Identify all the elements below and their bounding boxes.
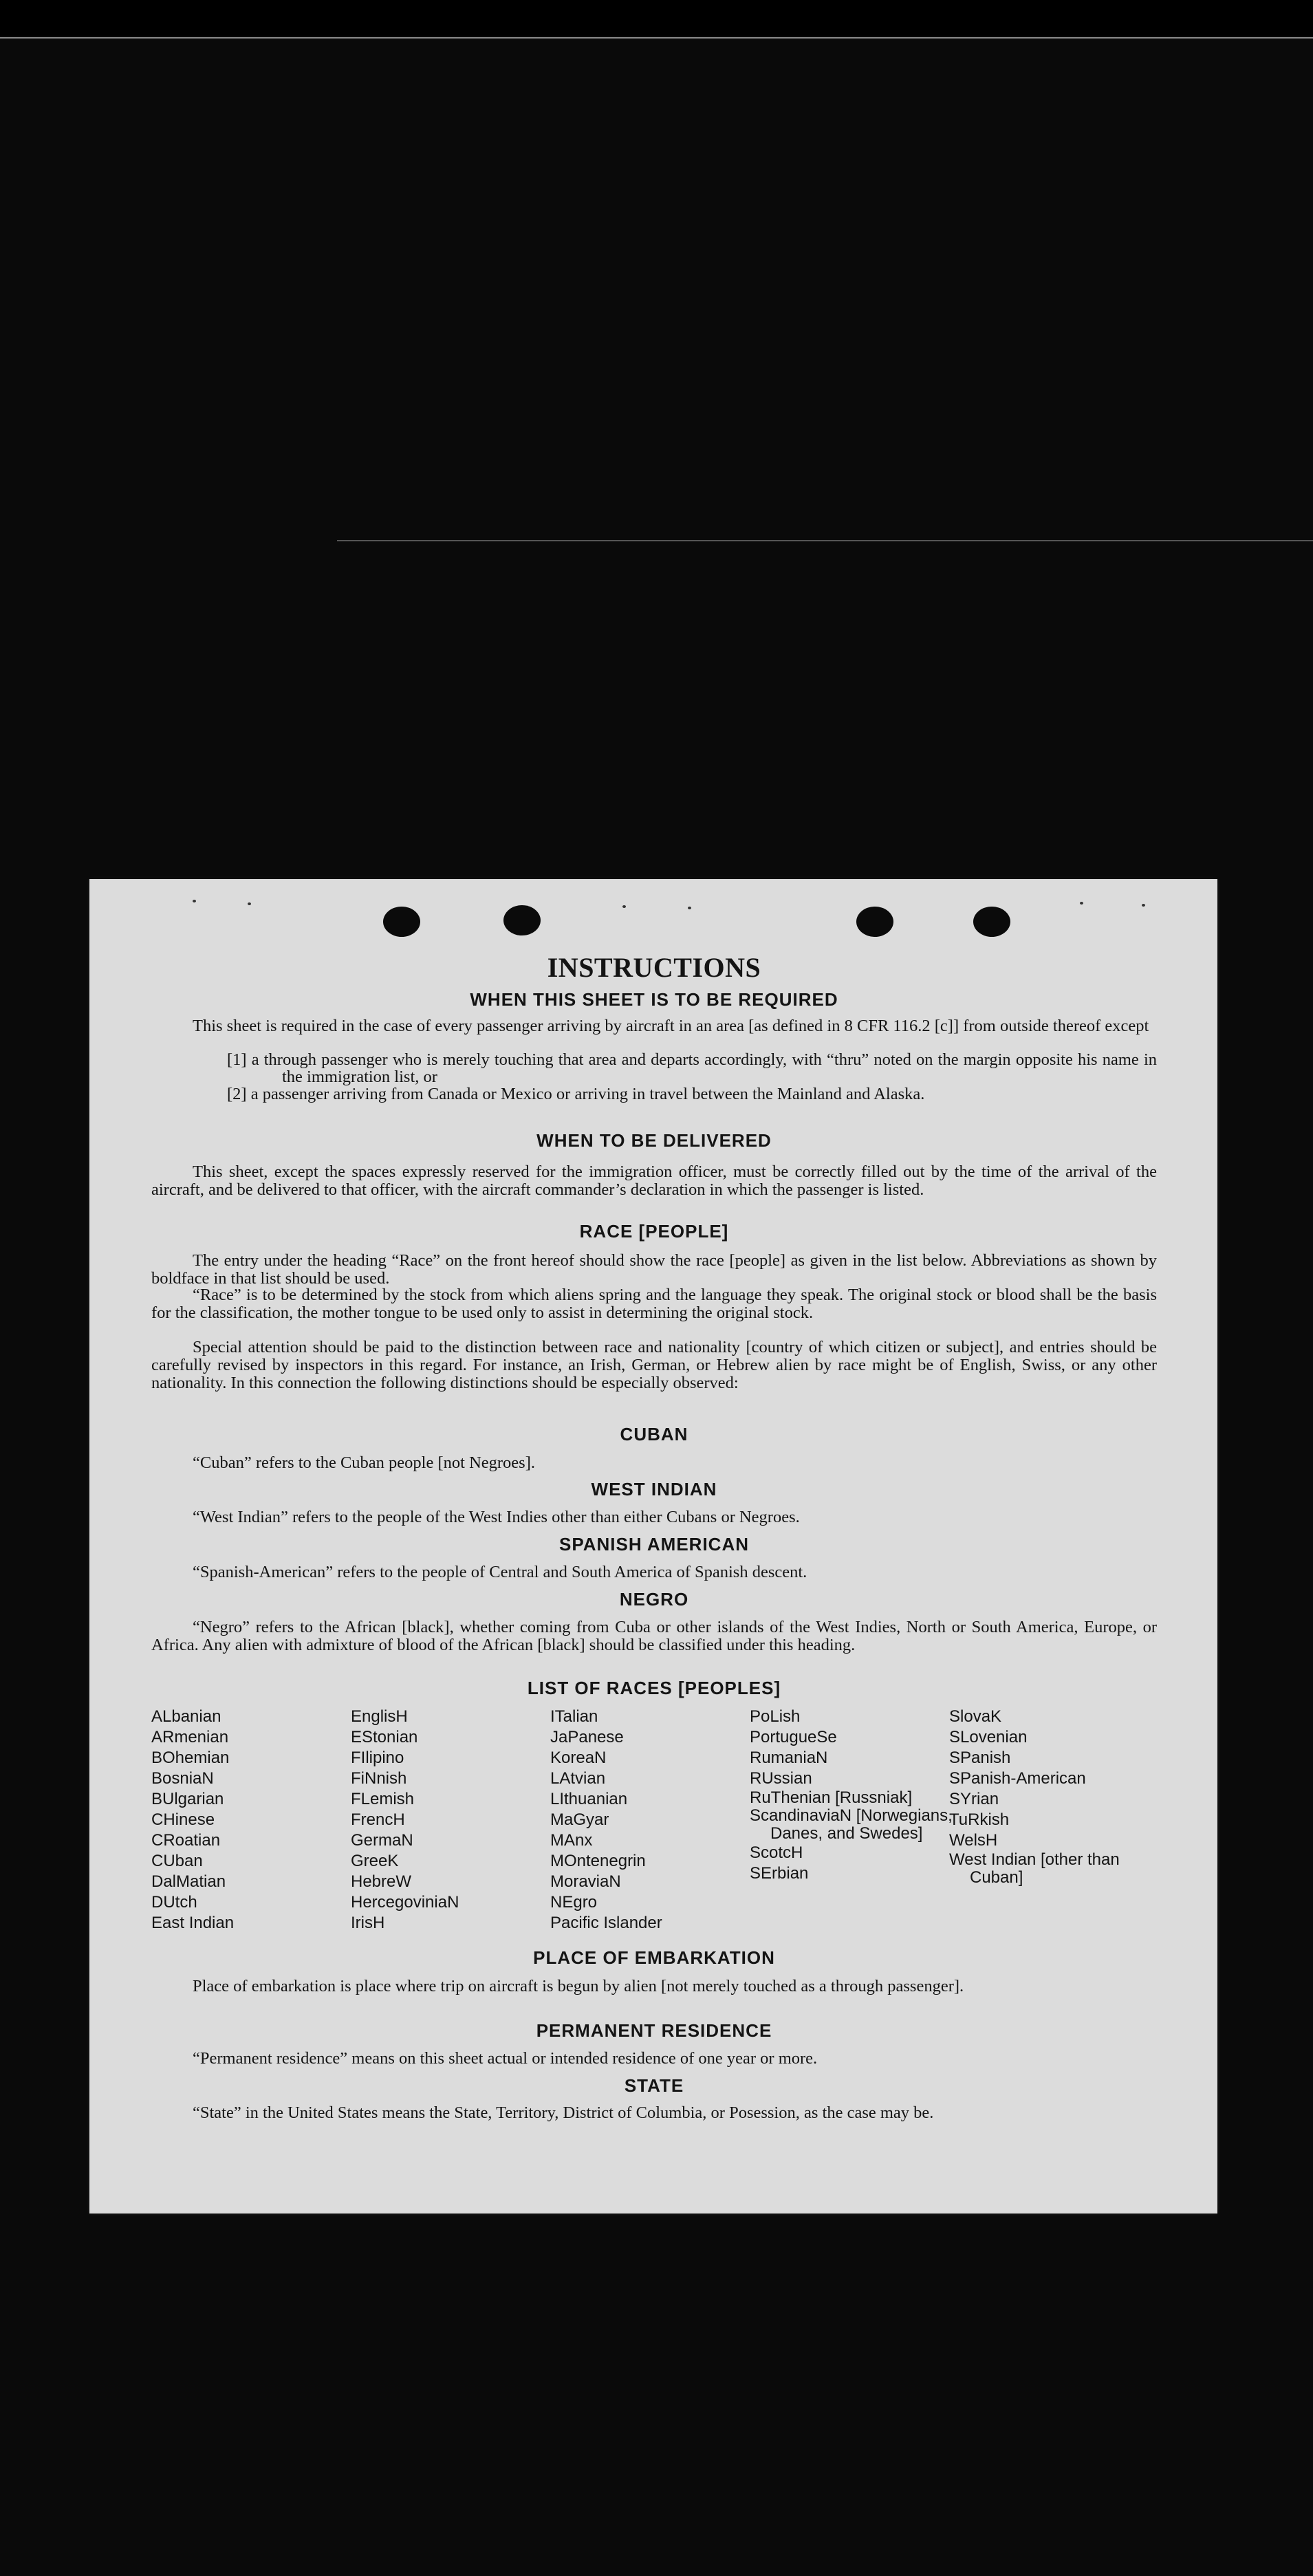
- race-entry: FrencH: [351, 1810, 405, 1829]
- section-paragraph: “West Indian” refers to the people of the West Indies other than either Cubans or Negroes.: [193, 1508, 800, 1526]
- race-entry: EnglisH: [351, 1707, 408, 1726]
- races-column-2: [351, 1707, 550, 1934]
- section-heading: STATE: [624, 2075, 684, 2096]
- section-heading: NEGRO: [619, 1589, 689, 1610]
- race-entry: MAnx: [550, 1831, 593, 1850]
- section-heading: CUBAN: [620, 1424, 688, 1444]
- race-entry: KoreaN: [550, 1749, 607, 1767]
- race-entry: TuRkish: [949, 1810, 1010, 1829]
- races-column-3: [550, 1707, 750, 1934]
- section-paragraph: This sheet, except the spaces expressly reserved for the immigration officer, must be correctly filled out by the time of the arrival of the aircraft, and be delivered to that officer, with the aircraft commander’s declaration in which the passenger is listed.: [151, 1162, 1157, 1199]
- section-heading: WHEN TO BE DELIVERED: [536, 1130, 772, 1151]
- race-entry: WelsH: [949, 1831, 998, 1850]
- race-entry: MaGyar: [550, 1810, 609, 1829]
- speck: [688, 907, 691, 909]
- scanner-edge-line: [0, 37, 1313, 39]
- section-heading: SPANISH AMERICAN: [558, 1534, 749, 1555]
- race-entry: BOhemian: [151, 1749, 230, 1767]
- race-entry: SPanish: [949, 1749, 1011, 1767]
- race-entry: CUban: [151, 1852, 203, 1870]
- punch-hole-2: [503, 905, 541, 935]
- punch-hole-4: [973, 907, 1010, 937]
- race-entry: JaPanese: [550, 1728, 624, 1746]
- race-entry: LAtvian: [550, 1769, 606, 1788]
- race-entry: FIlipino: [351, 1749, 404, 1767]
- document-page: [89, 879, 1217, 2214]
- section-paragraph: “Permanent residence” means on this sheet actual or intended residence of one year or more.: [193, 2049, 818, 2068]
- race-entry: MOntenegrin: [550, 1852, 646, 1870]
- race-entry: RuThenian [Russniak]: [750, 1788, 913, 1807]
- speck: [622, 905, 626, 908]
- race-entry: PoLish: [750, 1707, 801, 1726]
- race-entry: DalMatian: [151, 1872, 226, 1891]
- punch-hole-1: [383, 907, 420, 937]
- race-entry: MoraviaN: [550, 1872, 621, 1891]
- race-entry: East Indian: [151, 1914, 235, 1932]
- race-entry: DUtch: [151, 1893, 197, 1912]
- section-paragraph: “Spanish-American” refers to the people of Central and South America of Spanish descent.: [193, 1563, 807, 1581]
- race-entry: ITalian: [550, 1707, 598, 1726]
- race-entry: ALbanian: [151, 1707, 221, 1726]
- section-paragraph: “Race” is to be determined by the stock from which aliens spring and the language they speak. The original stock or blood shall be the basis for the classification, the mother tongue to be used only to assist in determining the original stock.: [151, 1286, 1157, 1322]
- section-heading: RACE [PEOPLE]: [579, 1221, 729, 1242]
- race-entry: SYrian: [949, 1790, 999, 1808]
- section-heading: WHEN THIS SHEET IS TO BE REQUIRED: [470, 989, 838, 1010]
- race-entry: ScandinaviaN [Norwegians, Danes, and Swedes]: [750, 1806, 953, 1843]
- speck: [1080, 902, 1083, 905]
- races-column-4: [750, 1707, 953, 1884]
- race-entry: FLemish: [351, 1790, 415, 1808]
- section-paragraph: “Negro” refers to the African [black], whether coming from Cuba or other islands of the West Indies, North or South America, Europe, or Africa. Any alien with admixture of blood of the African [black] should be classified under this heading.: [151, 1618, 1157, 1654]
- race-entry: ARmenian: [151, 1728, 229, 1746]
- race-entry: BUlgarian: [151, 1790, 224, 1808]
- section-paragraph: “Cuban” refers to the Cuban people [not Negroes].: [193, 1453, 535, 1472]
- race-entry: RUssian: [750, 1769, 812, 1788]
- race-entry: BosniaN: [151, 1769, 214, 1788]
- race-entry: SErbian: [750, 1864, 809, 1883]
- speck: [1142, 904, 1145, 907]
- races-column-1: [151, 1707, 351, 1934]
- scanner-edge-line-2: [337, 540, 1313, 541]
- race-entry: ScotcH: [750, 1843, 803, 1862]
- page-title: INSTRUCTIONS: [547, 952, 761, 983]
- race-entry: CHinese: [151, 1810, 215, 1829]
- race-entry: LIthuanian: [550, 1790, 628, 1808]
- list-item: [1] a through passenger who is merely touching that area and departs accordingly, with “thru” noted on the margin opposite his name in the immigration list, or: [227, 1050, 1157, 1086]
- race-entry: RumaniaN: [750, 1749, 828, 1767]
- race-entry: SLovenian: [949, 1728, 1028, 1746]
- punch-hole-3: [856, 907, 893, 937]
- race-entry: SlovaK: [949, 1707, 1002, 1726]
- race-entry: Pacific Islander: [550, 1914, 662, 1932]
- race-entry: NEgro: [550, 1893, 598, 1912]
- section-heading: PLACE OF EMBARKATION: [533, 1947, 775, 1968]
- race-entry: IrisH: [351, 1914, 385, 1932]
- race-entry: EStonian: [351, 1728, 418, 1746]
- race-entry: HebreW: [351, 1872, 412, 1891]
- section-heading: LIST OF RACES [PEOPLES]: [527, 1678, 781, 1698]
- speck: [193, 900, 196, 902]
- race-entry: HercegoviniaN: [351, 1893, 459, 1912]
- race-entry: FiNnish: [351, 1769, 407, 1788]
- section-paragraph: The entry under the heading “Race” on the front hereof should show the race [people] as given in the list below. Abbreviations as shown by boldface in that list should be used.: [151, 1251, 1157, 1288]
- section-paragraph: This sheet is required in the case of every passenger arriving by aircraft in an area [as defined in 8 CFR 116.2 [c]] from outside thereof except: [193, 1017, 1149, 1035]
- section-paragraph: Special attention should be paid to the distinction between race and nationality [country of which citizen or subject], and entries should be carefully revised by inspectors in this regard. For instance, an Irish, German, or Hebrew alien by race might be of English, Swiss, or any other nationality. In this connection the following distinctions should be especially observed:: [151, 1338, 1157, 1392]
- races-column-5: [949, 1707, 1149, 1887]
- scanner-bar-top: [0, 0, 1313, 36]
- section-paragraph: Place of embarkation is place where trip on aircraft is begun by alien [not merely touched as a through passenger].: [193, 1977, 964, 1995]
- list-item: [2] a passenger arriving from Canada or Mexico or arriving in travel between the Mainland and Alaska.: [227, 1085, 925, 1103]
- race-entry: SPanish-American: [949, 1769, 1086, 1788]
- section-heading: PERMANENT RESIDENCE: [536, 2020, 772, 2041]
- speck: [248, 902, 251, 905]
- race-entry: CRoatian: [151, 1831, 221, 1850]
- section-paragraph: “State” in the United States means the State, Territory, District of Columbia, or Posession, as the case may be.: [193, 2103, 934, 2122]
- section-heading: WEST INDIAN: [591, 1479, 717, 1500]
- race-entry: GreeK: [351, 1852, 399, 1870]
- race-entry: PortugueSe: [750, 1728, 837, 1746]
- race-entry: West Indian [other than Cuban]: [949, 1850, 1120, 1887]
- race-entry: GermaN: [351, 1831, 413, 1850]
